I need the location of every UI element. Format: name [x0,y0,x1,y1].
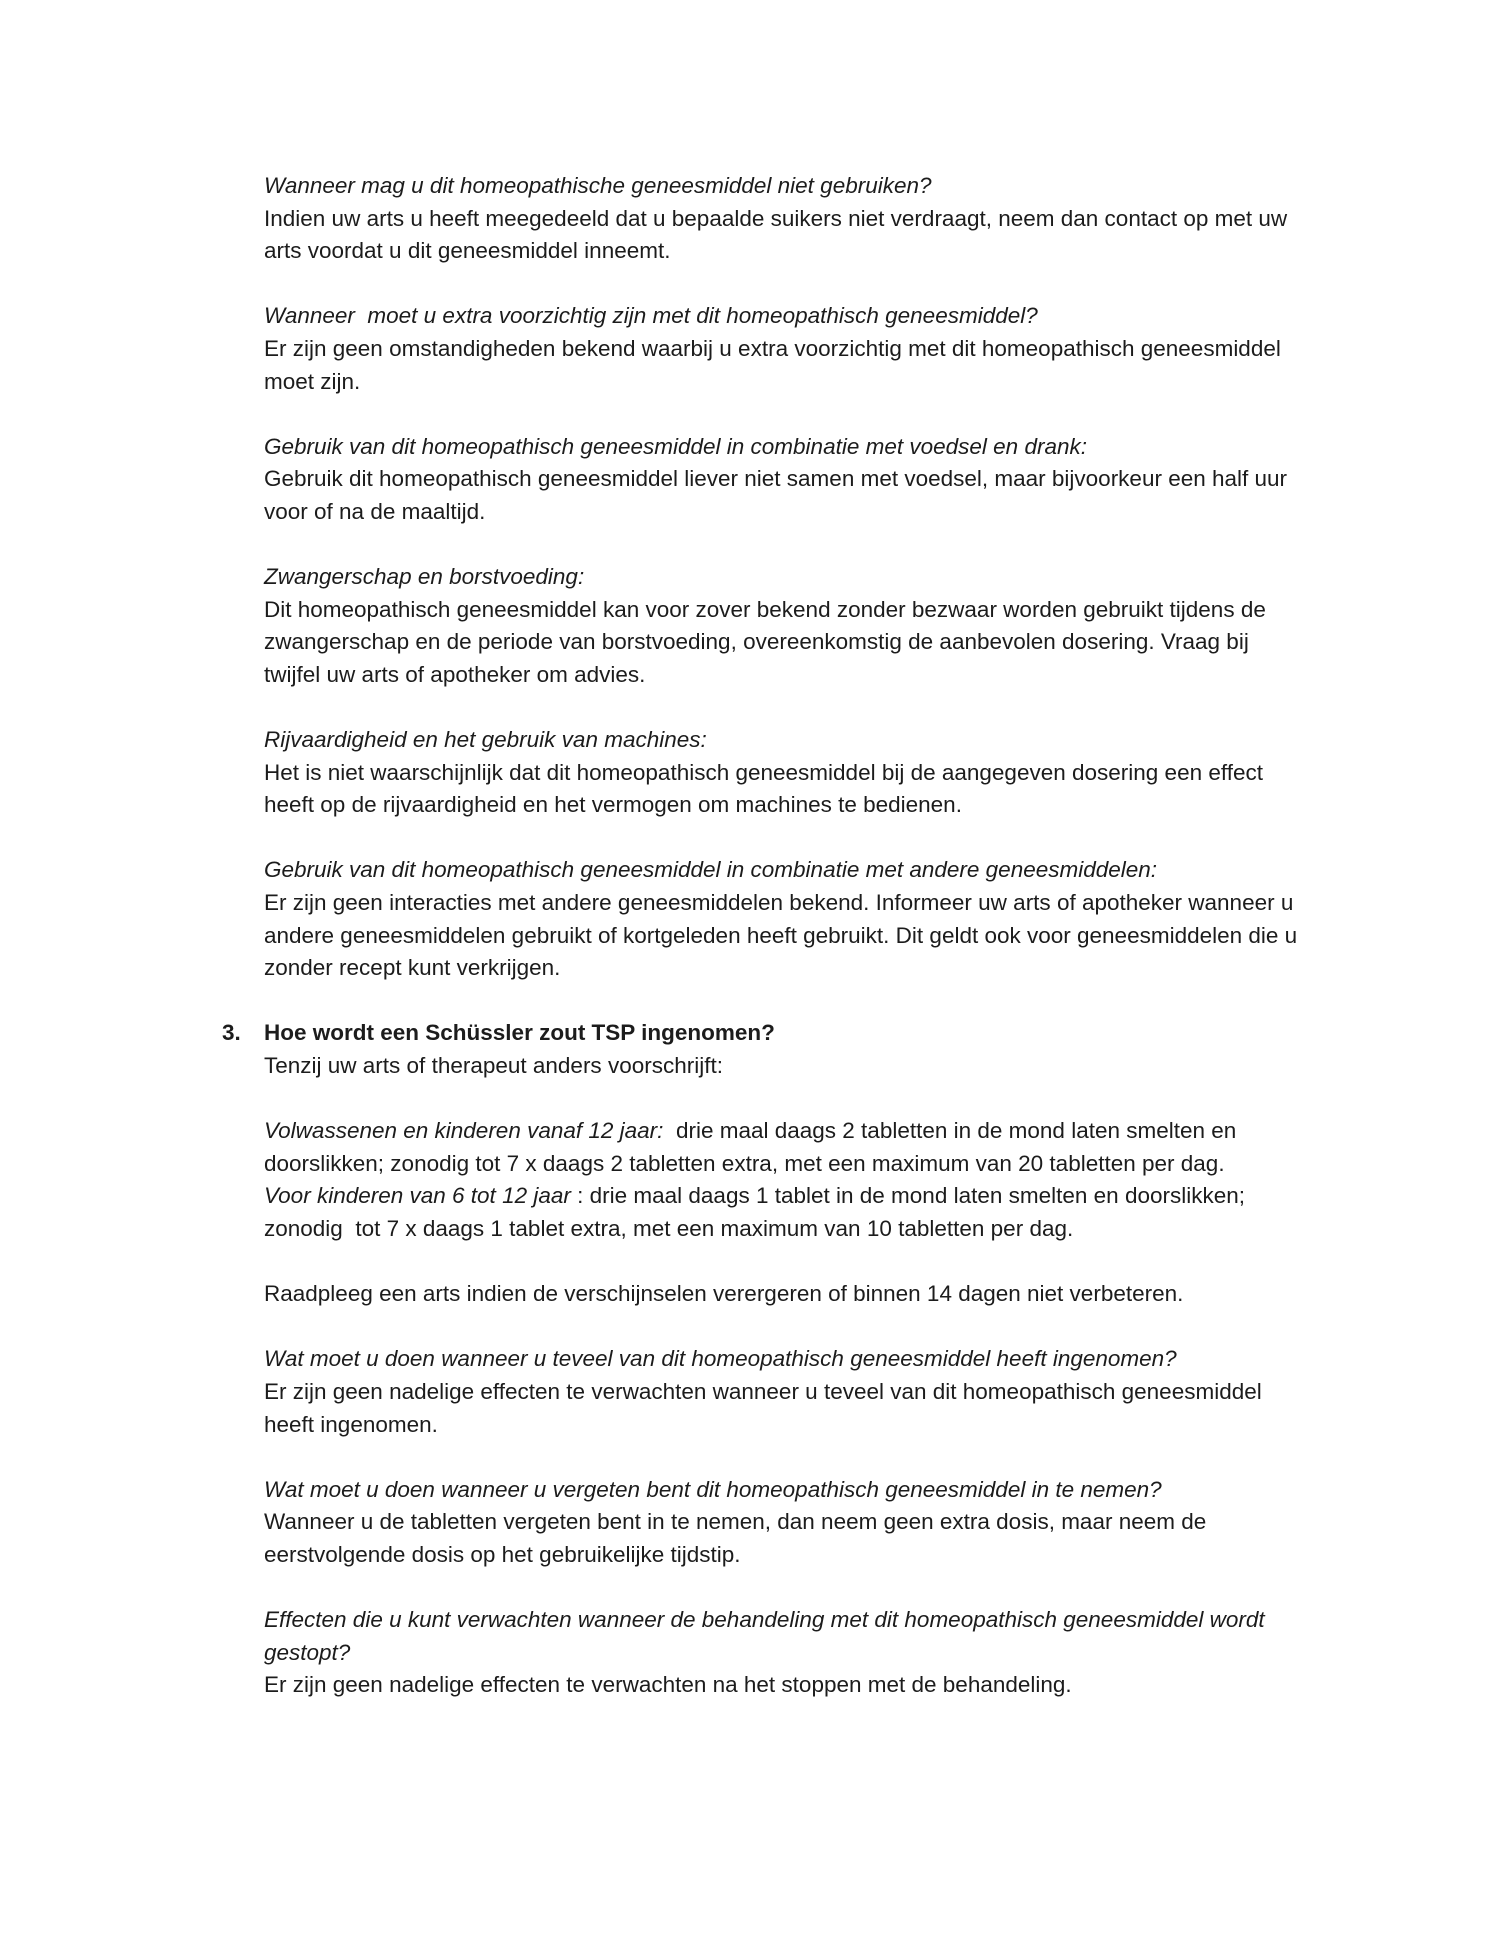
dosage-paragraph-adults [264,1115,1304,1180]
qa-section [264,300,1304,398]
question-heading: Gebruik van dit homeopathisch geneesmiddel in combinatie met voedsel en drank: [264,433,1087,459]
qa-section [264,854,1304,984]
answer-paragraph: Er zijn geen interacties met andere geneesmiddelen bekend. Informeer uw arts of apotheker wanneer u andere geneesmiddelen gebruikt of kortgeleden heeft gebruikt. Dit geldt ook voor geneesmiddelen die u zonder recept kunt verkrijgen. [264,890,1304,981]
advice-paragraph: Raadpleeg een arts indien de verschijnselen verergeren of binnen 14 dagen niet verbeteren. [264,1281,1184,1307]
leaflet-content [222,170,1304,1735]
dosage-text-children: : drie maal daags 1 tablet in de mond laten smelten en doorslikken; zonodig tot 7 x daags 1 tablet extra, met een maximum van 10 tabletten per dag. [264,1183,1252,1241]
qa-section [264,561,1304,691]
dosage-section [264,1115,1304,1245]
question-heading: Wat moet u doen wanneer u vergeten bent dit homeopathisch geneesmiddel in te nemen? [264,1476,1162,1502]
question-heading: Rijvaardigheid en het gebruik van machines: [264,727,707,753]
question-heading: Wat moet u doen wanneer u teveel van dit homeopathisch geneesmiddel heeft ingenomen? [264,1346,1177,1372]
answer-paragraph: Indien uw arts u heeft meegedeeld dat u bepaalde suikers niet verdraagt, neem dan contact op met uw arts voordat u dit geneesmiddel inneemt. [264,205,1294,264]
question-heading: Zwangerschap en borstvoeding: [264,564,585,590]
answer-paragraph: Wanneer u de tabletten vergeten bent in te nemen, dan neem geen extra dosis, maar neem de eerstvolgende dosis op het gebruikelijke tijdstip. [264,1509,1213,1567]
dosage-lead-adults: Volwassenen en kinderen vanaf 12 jaar: [264,1118,664,1144]
answer-paragraph: Het is niet waarschijnlijk dat dit homeopathisch geneesmiddel bij de aangegeven dosering een effect heeft op de rijvaardigheid en het vermogen om machines te bedienen. [264,759,1270,818]
qa-section [264,431,1304,529]
dosage-paragraph-children [264,1180,1304,1245]
qa-section [264,170,1304,268]
answer-paragraph: Er zijn geen nadelige effecten te verwachten na het stoppen met de behandeling. [264,1672,1072,1698]
qa-section [264,1474,1304,1572]
section-heading: Hoe wordt een Schüssler zout TSP ingenomen? [264,1020,775,1046]
section-number: 3. [222,1020,241,1046]
section-intro: Tenzij uw arts of therapeut anders voorschrijft: [264,1053,723,1079]
advice-section [264,1278,1304,1311]
answer-paragraph: Er zijn geen omstandigheden bekend waarbij u extra voorzichtig met dit homeopathisch geneesmiddel moet zijn. [264,335,1288,394]
qa-section [264,1343,1304,1441]
question-heading: Wanneer mag u dit homeopathische geneesmiddel niet gebruiken? [264,173,932,198]
dosage-text-adults: drie maal daags 2 tabletten in de mond laten smelten en doorslikken; zonodig tot 7 x daags 2 tabletten extra, met een maximum van 20 tabletten per dag. [264,1118,1243,1176]
dosage-lead-children: Voor kinderen van 6 tot 12 jaar [264,1183,571,1209]
question-heading: Wanneer moet u extra voorzichtig zijn met dit homeopathisch geneesmiddel? [264,303,1038,329]
numbered-heading-section [222,1017,1304,1082]
answer-paragraph: Dit homeopathisch geneesmiddel kan voor zover bekend zonder bezwaar worden gebruikt tijdens de zwangerschap en de periode van borstvoeding, overeenkomstig de aanbevolen dosering. Vraag bij twijfel uw arts of apotheker om advies. [264,596,1273,687]
answer-paragraph: Er zijn geen nadelige effecten te verwachten wanneer u teveel van dit homeopathisch geneesmiddel heeft ingenomen. [264,1378,1268,1437]
question-heading: Gebruik van dit homeopathisch geneesmiddel in combinatie met andere geneesmiddelen: [264,857,1158,883]
answer-paragraph: Gebruik dit homeopathisch geneesmiddel liever niet samen met voedsel, maar bijvoorkeur een half uur voor of na de maaltijd. [264,466,1294,524]
question-heading: Effecten die u kunt verwachten wanneer de behandeling met dit homeopathisch geneesmiddel wordt gestopt? [264,1607,1271,1665]
qa-section [264,1604,1304,1702]
qa-section [264,724,1304,822]
